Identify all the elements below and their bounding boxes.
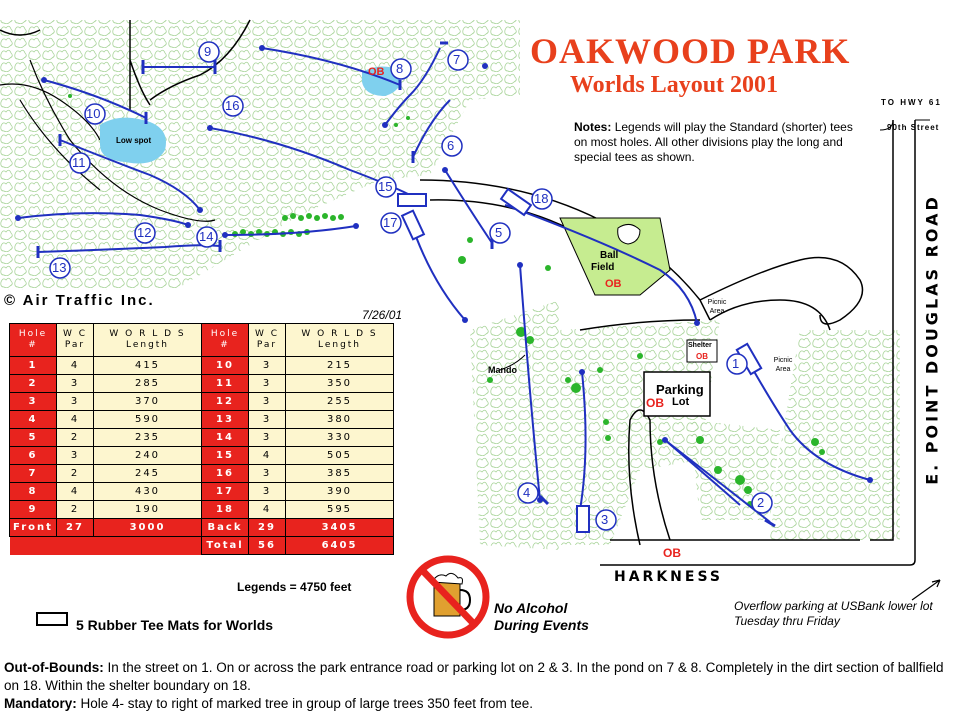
hole-label-2: 2 [757, 495, 765, 510]
hole-number: 17 [202, 483, 249, 501]
hole-number: 6 [10, 447, 57, 465]
ob-label-road: OB [663, 546, 681, 560]
hole-number: 4 [10, 411, 57, 429]
page-subtitle: Worlds Layout 2001 [570, 72, 779, 98]
low-spot-label: Low spot [116, 136, 152, 145]
hole-label-11: 11 [72, 155, 86, 170]
parking-label: Lot [672, 396, 690, 408]
rules-text [4, 659, 954, 713]
notes-label: Notes: [574, 120, 612, 134]
length-value: 190 [94, 501, 202, 519]
picnic-area-label: Picnic Area [773, 357, 793, 373]
length-value: 370 [94, 393, 202, 411]
par-value: 4 [249, 501, 286, 519]
hole-number: 14 [202, 429, 249, 447]
length-value: 595 [286, 501, 394, 519]
par-value: 3 [249, 393, 286, 411]
legends-note: Legends = 4750 feet [237, 580, 352, 594]
overflow-note: Overflow parking at USBank lower lot Tuesday thru Friday [734, 599, 933, 628]
back-label: Back [202, 519, 249, 537]
hole-label-8: 8 [396, 61, 404, 76]
par-value: 3 [57, 393, 94, 411]
hole-label-14: 14 [199, 229, 214, 244]
date: 7/26/01 [362, 308, 403, 322]
hole-label-9: 9 [204, 44, 212, 59]
total-row [10, 537, 394, 555]
street-label-harkness: HARKNESS [614, 569, 723, 585]
par-value: 3 [249, 429, 286, 447]
length-value: 240 [94, 447, 202, 465]
hole-number: 1 [10, 357, 57, 375]
table-row [10, 357, 394, 375]
par-value: 3 [57, 447, 94, 465]
header-hole: Hole # [202, 324, 249, 357]
hole-label-5: 5 [495, 225, 503, 240]
front-label: Front [10, 519, 57, 537]
ob-label-field: OB [605, 278, 622, 290]
par-value: 3 [249, 465, 286, 483]
table-row [10, 393, 394, 411]
par-value: 4 [57, 411, 94, 429]
par-value: 3 [249, 357, 286, 375]
ball-field-label: Ball [600, 250, 619, 261]
par-value: 2 [57, 501, 94, 519]
length-value: 385 [286, 465, 394, 483]
tee-mat-icon [36, 612, 68, 626]
header-wc: W C Par [57, 324, 94, 357]
no-alcohol-text: No Alcohol During Events [494, 600, 589, 633]
hole-label-4: 4 [523, 485, 531, 500]
length-value: 350 [286, 375, 394, 393]
front-len: 3000 [94, 519, 202, 537]
hole-number: 7 [10, 465, 57, 483]
table-row [10, 447, 394, 465]
length-value: 215 [286, 357, 394, 375]
street-label-hwy: TO HWY 61 [881, 98, 942, 107]
length-value: 235 [94, 429, 202, 447]
header-worlds: W O R L D S Length [286, 324, 394, 357]
ob-label-pond: OB [368, 66, 385, 78]
length-value: 330 [286, 429, 394, 447]
par-value: 2 [57, 429, 94, 447]
hole-label-16: 16 [225, 98, 240, 113]
length-value: 590 [94, 411, 202, 429]
hole-number: 10 [202, 357, 249, 375]
par-value: 4 [57, 483, 94, 501]
ob-label-shelter: OB [696, 352, 708, 361]
total-len: 6405 [286, 537, 394, 555]
back-par: 29 [249, 519, 286, 537]
hole-label-1: 1 [732, 356, 740, 371]
picnic-area-label: Picnic Area [707, 299, 727, 315]
par-value: 3 [249, 375, 286, 393]
hole-number: 15 [202, 447, 249, 465]
hole-number: 9 [10, 501, 57, 519]
ball-field-label: Field [591, 262, 615, 273]
no-alcohol-icon [410, 559, 486, 635]
notes [574, 120, 864, 165]
page-title: OAKWOOD PARK [530, 31, 851, 71]
overflow-arrow [912, 580, 940, 600]
header-worlds: W O R L D S Length [94, 324, 202, 357]
table-row [10, 483, 394, 501]
hole-label-12: 12 [137, 225, 152, 240]
street-label-90th: 90th Street [887, 123, 940, 132]
total-par: 56 [249, 537, 286, 555]
oob-rule: Out-of-Bounds: In the street on 1. On or across the park entrance road or parking lot on 2 & 3. In the pond on 7 & 8. Completely in the dirt section of ballfield on 18. Within the shelter boundary on 18. [4, 660, 944, 693]
hole-label-17: 17 [383, 215, 398, 230]
copyright: © Air Traffic Inc. [4, 292, 155, 309]
par-value: 3 [57, 375, 94, 393]
length-value: 430 [94, 483, 202, 501]
length-value: 505 [286, 447, 394, 465]
table-row [10, 501, 394, 519]
hole-label-10: 10 [86, 106, 101, 121]
tee-mats-note: 5 Rubber Tee Mats for Worlds [76, 617, 274, 633]
table-row [10, 375, 394, 393]
street-label-point-douglas: E. POINT DOUGLAS ROAD [922, 194, 942, 485]
par-value: 4 [249, 447, 286, 465]
hole-label-13: 13 [52, 260, 67, 275]
mando-label: Mando [488, 365, 517, 375]
hole-label-15: 15 [378, 179, 393, 194]
notes-text: Legends will play the Standard (shorter) tees on most holes. All other divisions play the long and special tees as shown. [574, 120, 853, 164]
length-value: 380 [286, 411, 394, 429]
parking-label: Parking [656, 382, 704, 397]
length-value: 415 [94, 357, 202, 375]
hole-number: 3 [10, 393, 57, 411]
par-value: 2 [57, 465, 94, 483]
hole-number: 5 [10, 429, 57, 447]
hole-number: 8 [10, 483, 57, 501]
header-hole: Hole # [10, 324, 57, 357]
par-value: 3 [249, 483, 286, 501]
ob-label-parking: OB [646, 396, 664, 410]
header-wc: W C Par [249, 324, 286, 357]
length-value: 390 [286, 483, 394, 501]
length-value: 285 [94, 375, 202, 393]
table-row [10, 465, 394, 483]
hole-number: 11 [202, 375, 249, 393]
shelter-label: Shelter [688, 342, 712, 349]
back-len: 3405 [286, 519, 394, 537]
hole-number: 2 [10, 375, 57, 393]
mandatory-rule: Mandatory: Hole 4- stay to right of marked tree in group of large trees 350 feet from tee. [4, 696, 534, 711]
front-back-totals [10, 519, 394, 537]
par-value: 4 [57, 357, 94, 375]
hole-number: 18 [202, 501, 249, 519]
par-value: 3 [249, 411, 286, 429]
length-value: 255 [286, 393, 394, 411]
hole-number: 13 [202, 411, 249, 429]
hole-number: 16 [202, 465, 249, 483]
table-row [10, 411, 394, 429]
hole-label-7: 7 [453, 52, 461, 67]
hole-label-6: 6 [447, 138, 455, 153]
front-par: 27 [57, 519, 94, 537]
hole-label-3: 3 [601, 512, 609, 527]
hole-label-18: 18 [534, 191, 549, 206]
length-value: 245 [94, 465, 202, 483]
total-label: Total [202, 537, 249, 555]
hole-number: 12 [202, 393, 249, 411]
hole-table [9, 323, 394, 555]
table-row [10, 429, 394, 447]
